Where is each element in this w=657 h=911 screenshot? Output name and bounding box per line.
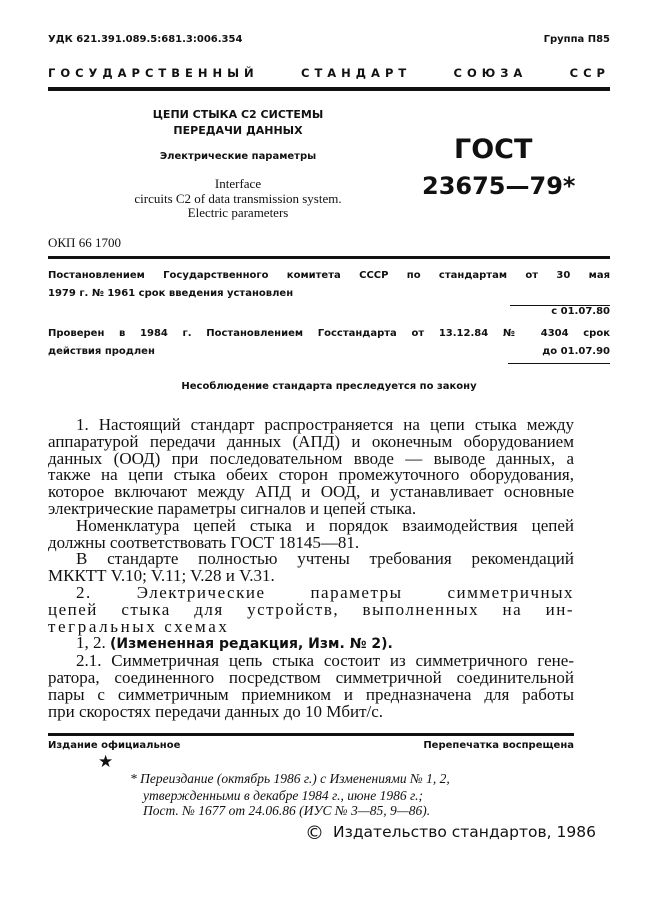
banner-word: СОЮЗА xyxy=(453,66,528,80)
group-code: Группа П85 xyxy=(543,34,610,45)
official-edition: Издание официальное xyxy=(48,740,181,751)
title-ru-subtitle: Электрические параметры xyxy=(159,151,317,162)
text-line: пары с симметричным приемником и предназначена для работы xyxy=(48,684,574,704)
title-en-line2: circuits C2 of data transmission system. xyxy=(134,191,342,206)
decree-row xyxy=(48,346,610,364)
text-line: 2.1. Симметричная цепь стыка состоит из симметричного гене- xyxy=(76,651,574,671)
okp-code: ОКП 66 1700 xyxy=(48,235,121,250)
text-line: цепей стыка для устройств, выполненных на ин- xyxy=(48,599,574,619)
star-icon: ★ xyxy=(98,752,114,772)
footnote-line: * Переиздание (октябрь 1986 г.) с Изменениями № 1, 2, xyxy=(130,771,450,786)
text-line: Номенклатура цепей стыка и порядок взаимодействия цепей xyxy=(76,515,574,535)
banner-word: СТАНДАРТ xyxy=(301,66,412,80)
text-line: 1. Настоящий стандарт распространяется на цепи стыка между xyxy=(76,415,574,434)
text-line: ратора, соединенного посредством симметричной соединительной xyxy=(48,667,574,687)
title-ru-line1: ЦЕПИ СТЫКА С2 СИСТЕМЫ xyxy=(152,108,324,121)
change-ref: 1, 2. xyxy=(76,633,110,653)
text-line: электрические параметры сигналов и цепей стыка. xyxy=(48,498,417,518)
decree-line: Постановлением Государственного комитета СССР по стандартам от 30 мая xyxy=(48,270,610,281)
text-line: должны соответствовать ГОСТ 18145—81. xyxy=(48,532,360,552)
text-line: данных (ООД) при последовательном вводе — выводе данных, а xyxy=(48,448,574,468)
title-en-line1: Interface xyxy=(214,176,262,191)
reprint-prohibited: Перепечатка воспрещена xyxy=(423,740,574,751)
text-line: также на цепи стыка обеих сторон промежуточного оборудования, xyxy=(48,465,574,485)
banner-word: ССР xyxy=(569,66,610,80)
decree-line: Проверен в 1984 г. Постановлением Госстандарта от 13.12.84 № 4304 срок xyxy=(48,328,610,339)
title-en-line3: Electric parameters xyxy=(187,205,289,220)
gost-label: ГОСТ xyxy=(454,134,533,165)
copyright-icon: © xyxy=(305,822,324,844)
text-line: аппаратурой передачи данных (АПД) и оконечным оборудованием xyxy=(48,431,574,451)
text-line: при скоростях передачи данных до 10 Мбит/с. xyxy=(48,701,384,721)
standard-banner xyxy=(48,66,610,80)
body-text xyxy=(48,417,574,720)
text-line: 2. Электрические параметры симметричных xyxy=(76,582,574,602)
change-note: (Измененная редакция, Изм. № 2). xyxy=(110,636,393,653)
title-rule xyxy=(48,256,610,259)
text-line: В стандарте полностью учтены требования рекомендаций xyxy=(76,549,574,569)
compliance-warning: Несоблюдение стандарта преследуется по закону xyxy=(181,381,477,392)
udk-code: УДК 621.391.089.5:681.3:006.354 xyxy=(48,34,243,45)
decree-date: с 01.07.80 xyxy=(551,306,610,317)
title-ru-line2: ПЕРЕДАЧИ ДАННЫХ xyxy=(173,124,303,137)
banner-word: ГОСУДАРСТВЕННЫЙ xyxy=(48,66,259,80)
header-thick-rule xyxy=(48,87,610,91)
gost-number: 23675—79* xyxy=(422,172,576,200)
decree-line: действия продлен xyxy=(48,346,155,357)
date-underline xyxy=(508,363,610,364)
decree-date: до 01.07.90 xyxy=(542,346,610,357)
footnote-line: Пост. № 1677 от 24.06.86 (ИУС № 3—85, 9—86). xyxy=(143,803,431,818)
footnote-line: утвержденными в декабре 1984 г., июне 1986 г.; xyxy=(143,788,423,803)
decree-line: 1979 г. № 1961 срок введения установлен xyxy=(48,288,294,299)
text-line: тегральных схемах xyxy=(48,616,230,636)
publisher-line: Издательство стандартов, 1986 xyxy=(333,823,596,841)
text-line: МККТТ V.10; V.11; V.28 и V.31. xyxy=(48,566,275,586)
decree-block xyxy=(48,270,610,364)
text-line: которое включают между АПД и ООД, и устанавливает основные xyxy=(48,482,574,502)
date-underline xyxy=(510,305,610,306)
footer-rule xyxy=(48,733,574,736)
